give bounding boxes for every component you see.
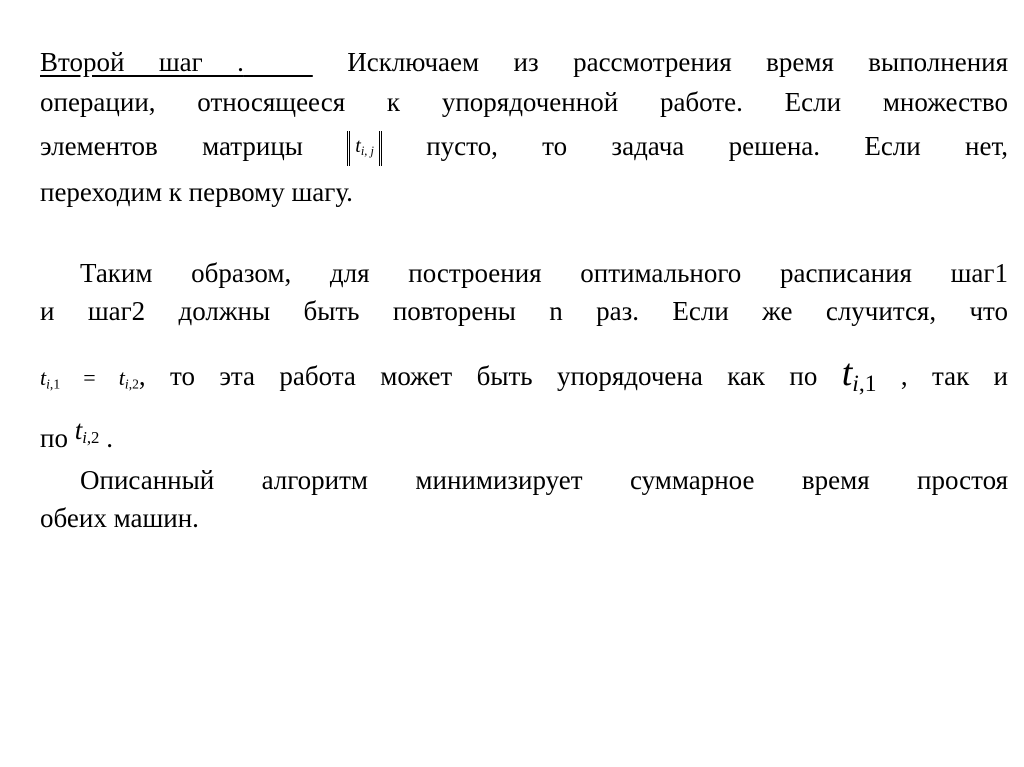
- step-heading: Второй шаг .: [40, 47, 244, 77]
- matrix-t-ij: ti, j: [347, 131, 382, 166]
- p1-line1-text: Исключаем из рассмотрения время выполнения: [347, 47, 1009, 77]
- p1-line4: переходим к первому шагу.: [40, 177, 353, 207]
- p1-line2: операции, относящееся к упорядоченной работе. Если множество: [40, 87, 1008, 117]
- p1-line1: [40, 44, 1008, 80]
- p2-line2: и шаг2 должны быть повторены n раз. Если же случится, что: [40, 296, 1008, 326]
- p2-line4: по $ti_{,2}$ .: [40, 415, 113, 453]
- p1-line3: элементов матрицы ti, j пусто, то задача решена. Если нет,: [40, 128, 1008, 166]
- p2-line1: Таким образом, для построения оптимального расписания шаг1: [80, 258, 1008, 288]
- p3-line2: обеих машин.: [40, 503, 199, 533]
- t-i2: $ti_{,2}$: [74, 415, 100, 448]
- p3-line1: Описанный алгоритм минимизирует суммарное время простоя: [80, 465, 1008, 495]
- p2-line3: $ti_{,1} = ti_{,2}$, то эта работа может быть упорядочена как по $ti_{,1}$ , так и: [40, 352, 1009, 397]
- t-i1: $ti_{,1}$: [841, 352, 877, 397]
- eq-t-i1-t-i2: $ti_{,1} = ti_{,2}$: [40, 365, 139, 392]
